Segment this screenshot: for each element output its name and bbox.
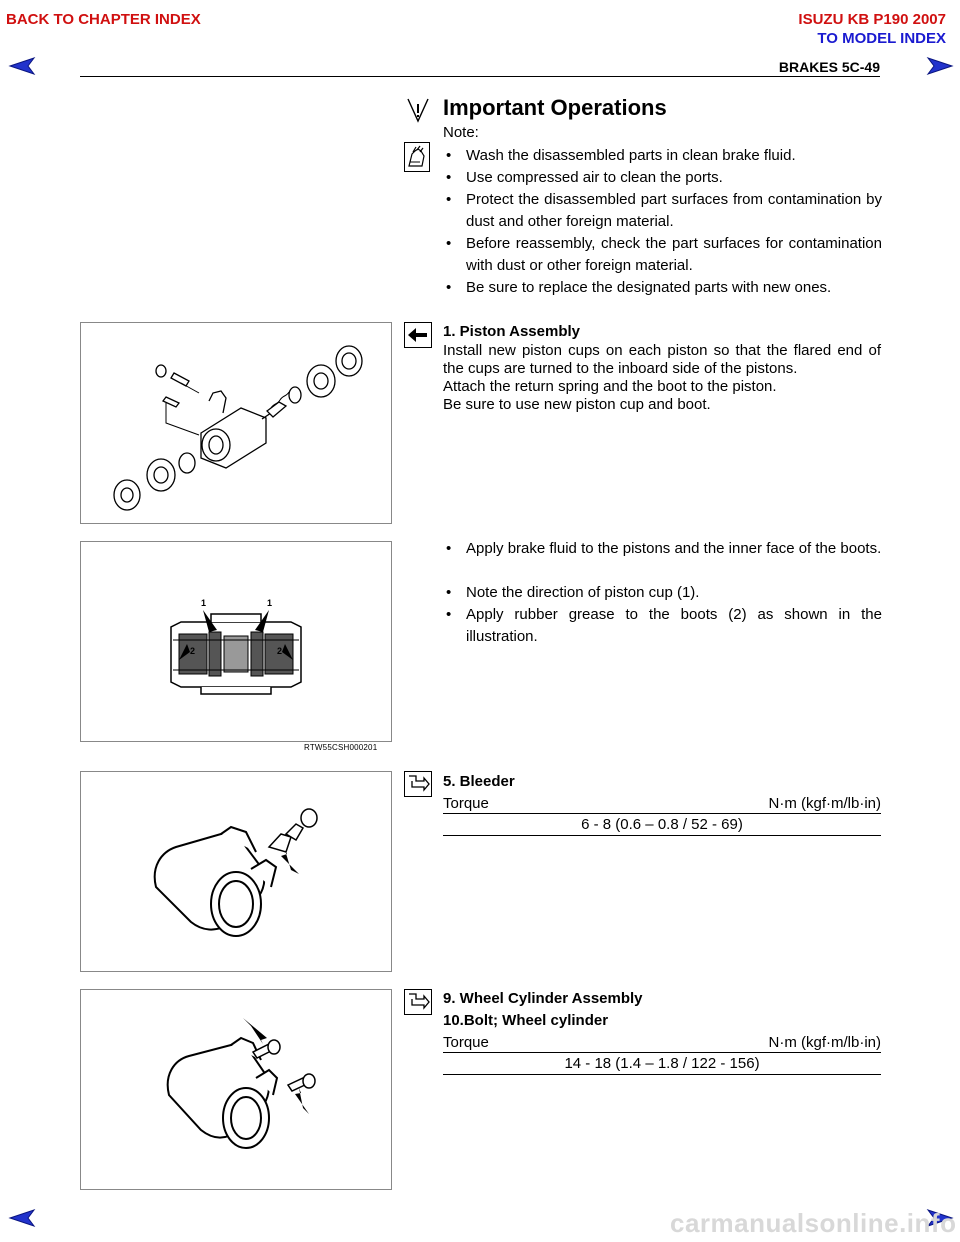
wheel-cylinder-torque-value: 14 - 18 (1.4 – 1.8 / 122 - 156): [564, 1055, 760, 1072]
bleeder-drawing: [81, 772, 391, 971]
header-rule: [80, 76, 880, 77]
watermark: carmanualsonline.info: [670, 1208, 957, 1238]
previous-page-arrow-icon[interactable]: [8, 56, 44, 76]
bullet-item: • Note the direction of piston cup (1).: [446, 584, 700, 601]
callout-label: 1: [201, 598, 207, 608]
table-rule: [443, 1052, 881, 1053]
caution-icon: [406, 97, 430, 123]
figure-cylinder-cross-section: [80, 541, 392, 742]
cross-section-drawing: [81, 542, 391, 741]
previous-page-arrow-icon[interactable]: [8, 1208, 44, 1228]
model-title-link[interactable]: ISUZU KB P190 2007: [798, 11, 946, 28]
bullet-item: • Apply brake fluid to the pistons and the inner face of the boots.: [446, 540, 882, 557]
note-label: Note:: [443, 124, 479, 141]
wheel-cylinder-drawing: [81, 990, 391, 1189]
table-rule: [443, 835, 881, 836]
table-rule: [443, 1074, 881, 1075]
instruction-line: Attach the return spring and the boot to the piston.: [443, 378, 777, 395]
wheel-cylinder-heading: 9. Wheel Cylinder Assembly: [443, 990, 643, 1007]
torque-tighten-icon: [404, 989, 432, 1015]
wheel-cylinder-torque-header: [443, 1034, 881, 1051]
exploded-wheel-cylinder-drawing: [81, 323, 391, 523]
piston-assembly-instructions: [443, 342, 881, 414]
torque-unit: N·m (kgf·m/lb·in): [768, 1034, 881, 1051]
bleeder-torque-value: 6 - 8 (0.6 – 0.8 / 52 - 69): [581, 816, 743, 833]
callout-label: 2: [190, 646, 196, 656]
bullet-item: • Before reassembly, check the part surfaces for contamination with dust or other foreign material.: [446, 235, 882, 274]
important-operations-title: Important Operations: [443, 95, 667, 120]
next-page-arrow-icon[interactable]: [918, 56, 954, 76]
torque-unit: N·m (kgf·m/lb·in): [768, 795, 881, 812]
figure-caption: RTW55CSH000201: [304, 743, 378, 752]
bullet-item: • Protect the disassembled part surfaces from contamination by dust and other foreign material.: [446, 191, 882, 230]
install-arrow-icon: [404, 322, 432, 348]
callout-label: 2: [277, 646, 283, 656]
instruction-line: Be sure to use new piston cup and boot.: [443, 396, 711, 413]
bolt-heading: 10.Bolt; Wheel cylinder: [443, 1012, 609, 1029]
bleeder-torque-header: [443, 795, 881, 812]
table-rule: [443, 813, 881, 814]
bullet-item: • Use compressed air to clean the ports.: [446, 169, 723, 186]
figure-wheel-cylinder: [80, 989, 392, 1190]
torque-label: Torque: [443, 795, 489, 812]
torque-label: Torque: [443, 1034, 489, 1051]
torque-tighten-icon: [404, 771, 432, 797]
bullet-item: • Apply rubber grease to the boots (2) as shown in the illustration.: [446, 606, 882, 645]
bullet-item: • Wash the disassembled parts in clean brake fluid.: [446, 147, 796, 164]
figure-exploded-wheel-cylinder: [80, 322, 392, 524]
bullet-item: • Be sure to replace the designated parts with new ones.: [446, 279, 832, 296]
section-label: BRAKES 5C-49: [778, 59, 880, 75]
hand-wash-icon: [404, 142, 430, 172]
callout-label: 1: [267, 598, 273, 608]
instruction-line: Install new piston cups on each piston so that the flared end of the cups are turned to the inboard side of the pistons.: [443, 342, 881, 377]
piston-assembly-heading: 1. Piston Assembly: [443, 323, 580, 340]
figure-bleeder: [80, 771, 392, 972]
to-model-index-link[interactable]: TO MODEL INDEX: [817, 30, 946, 47]
back-to-chapter-index-link[interactable]: BACK TO CHAPTER INDEX: [6, 11, 201, 28]
bleeder-heading: 5. Bleeder: [443, 773, 515, 790]
